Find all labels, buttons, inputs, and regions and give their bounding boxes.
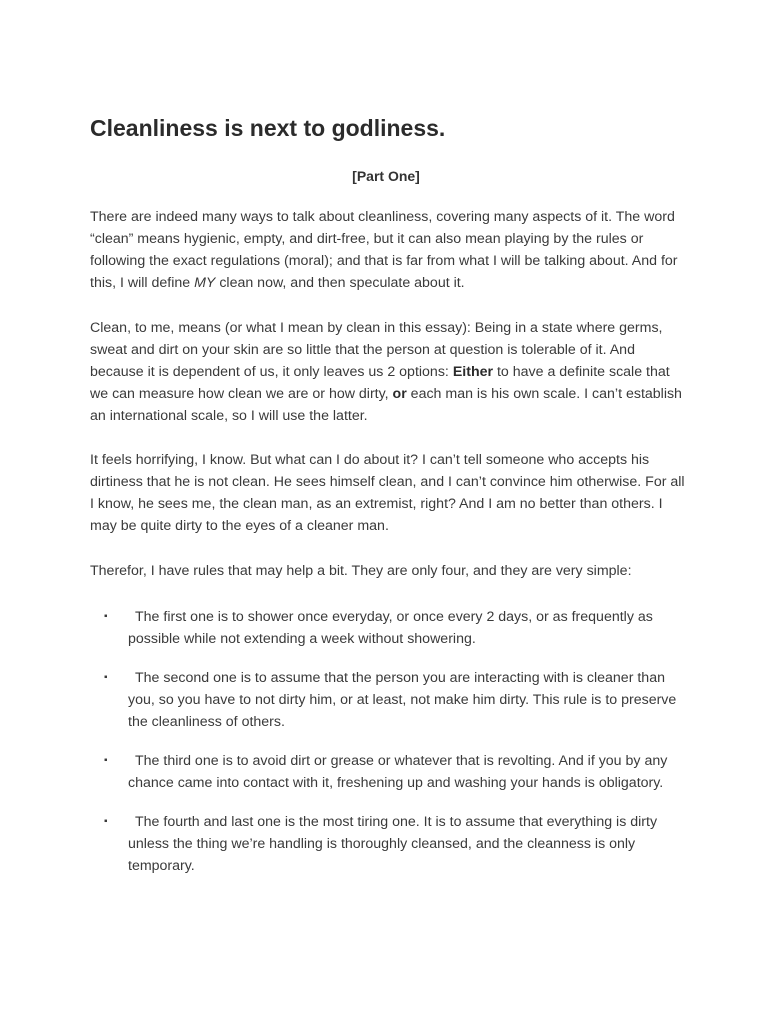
bold-or: or — [392, 386, 407, 402]
rule-text: The fourth and last one is the most tiring one. It is to assume that everything is dirty unless the thing we’re handling is thoroughly cleansed, and the cleanness is only temporary. — [128, 814, 658, 874]
rule-text: The third one is to avoid dirt or grease or whatever that is revolting. And if you by any chance came into contact with it, freshening up and washing your hands is obligatory. — [128, 753, 668, 791]
emphasis-my: MY — [194, 275, 216, 291]
paragraph-definition-end: each man is his own scale. I can’t establish an international scale, so I will use the latter. — [90, 386, 682, 424]
bullet-square-icon: ▪ — [104, 672, 108, 683]
paragraph-intro-text: There are indeed many ways to talk about cleanliness, covering many aspects of it. The word “clean” means hygienic, empty, and dirt-free, but it can also mean playing by the rules or following the exact regulations (moral); and that is far from what I will be talking about. And for this, I will define — [90, 209, 678, 291]
bullet-square-icon: ▪ — [104, 816, 108, 827]
paragraph-definition — [90, 317, 686, 427]
paragraph-horrifying: It feels horrifying, I know. But what can I do about it? I can’t tell someone who accepts his dirtiness that he is not clean. He sees himself clean, and I can’t convince him otherwise. For all I know, he sees me, the clean man, as an extremist, right? And I am no better than others. I may be quite dirty to the eyes of a cleaner man. — [90, 452, 685, 534]
bold-either: Either — [452, 364, 494, 380]
rule-text: The second one is to assume that the person you are interacting with is cleaner than you, so you have to not dirty him, or at least, not make him dirty. This rule is to preserve the cleanliness of others. — [128, 670, 677, 730]
list-item — [90, 811, 686, 877]
list-item — [90, 606, 686, 650]
part-heading: [Part One] — [352, 168, 420, 184]
bullet-square-icon: ▪ — [104, 755, 108, 766]
document-title: Cleanliness is next to godliness. — [90, 115, 446, 141]
paragraph-definition-text: Clean, to me, means (or what I mean by clean in this essay): Being in a state where germs, sweat and dirt on your skin are so little that the person at question is tolerable of it. And because it is dependent of us, it only leaves us 2 options: — [90, 320, 663, 380]
paragraph-intro — [90, 206, 686, 294]
paragraph-definition-middle: to have a definite scale that we can measure how clean we are or how dirty, — [90, 364, 670, 402]
paragraph-intro-text-end: clean now, and then speculate about it. — [215, 275, 465, 291]
list-item — [90, 667, 686, 733]
rule-text: The first one is to shower once everyday, or once every 2 days, or as frequently as possible while not extending a week without showering. — [128, 609, 653, 647]
paragraph-rules-intro: Therefor, I have rules that may help a bit. They are only four, and they are very simple: — [90, 563, 632, 579]
list-item — [90, 750, 686, 794]
bullet-square-icon: ▪ — [104, 611, 108, 622]
